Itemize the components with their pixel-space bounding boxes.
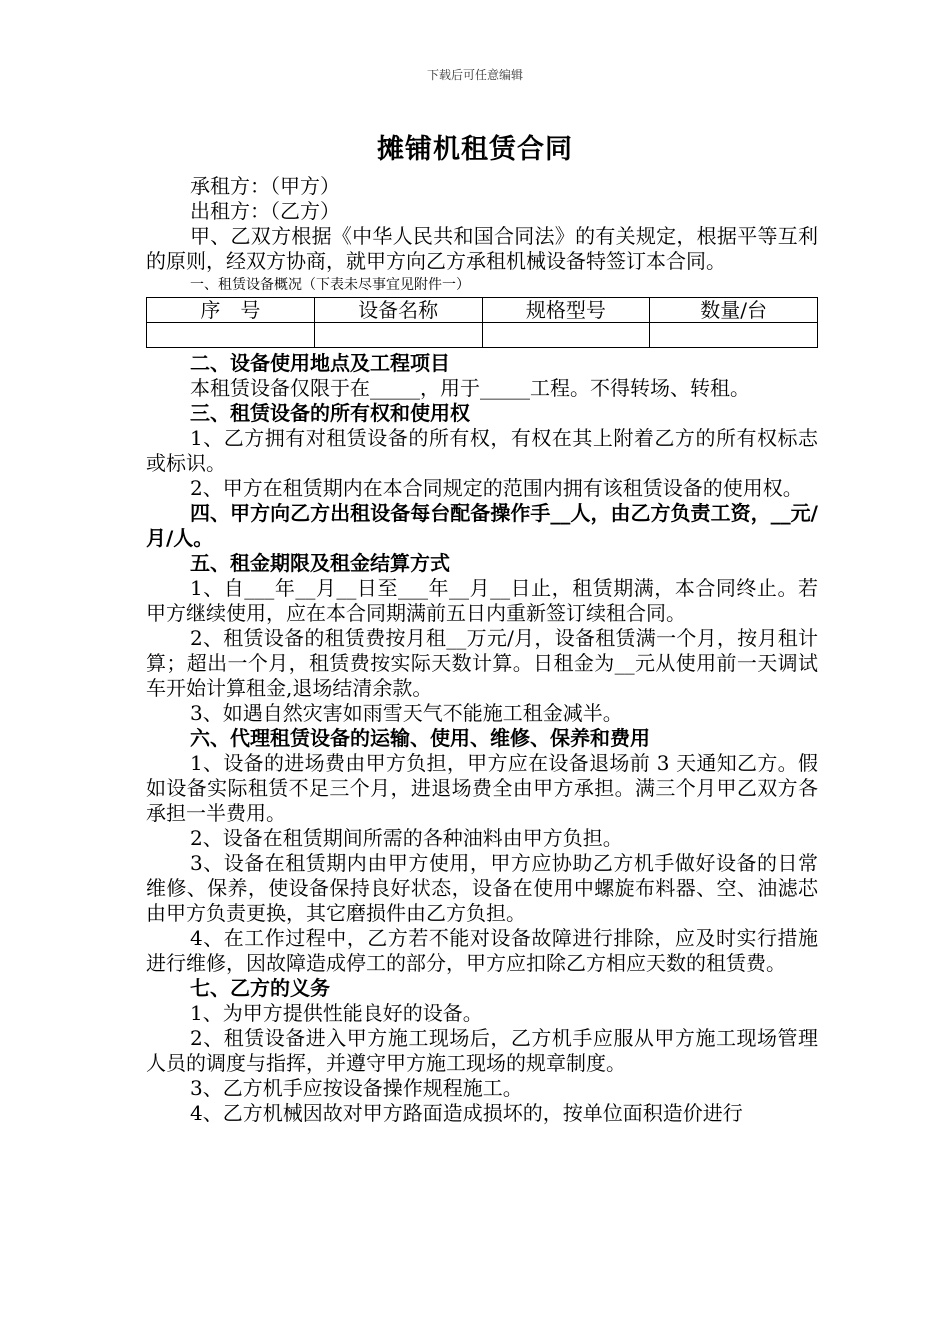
section-6-item-3: 3、设备在租赁期内由甲方使用，甲方应协助乙方机手做好设备的日常维修、保养，使设备保持良好状态，设备在使用中螺旋布料器、空、油滤芯由甲方负责更换，其它磨损件由乙方负担。 <box>146 851 818 925</box>
section-6-item-1: 1、设备的进场费由甲方负担，甲方应在设备退场前 3 天通知乙方。假如设备实际租赁不足三个月，进退场费全由甲方承担。满三个月甲乙双方各承担一半费用。 <box>146 751 818 825</box>
preamble-paragraph: 甲、乙双方根据《中华人民共和国合同法》的有关规定，根据平等互利的原则，经双方协商，就甲方向乙方承租机械设备特签订本合同。 <box>146 224 818 273</box>
section-2-heading: 二、设备使用地点及工程项目 <box>190 351 450 375</box>
header-note: 下载后可任意编辑 <box>426 68 523 82</box>
section-6-item-4: 4、在工作过程中，乙方若不能对设备故障进行排除，应及时实行措施进行维修，因故障造成停工的部分，甲方应扣除乙方相应天数的租赁费。 <box>146 926 818 975</box>
section-4-heading: 四、甲方向乙方出租设备每台配备操作手__人，由乙方负责工资，__元/月/人。 <box>146 501 818 550</box>
section-6-heading: 六、代理租赁设备的运输、使用、维修、保养和费用 <box>190 726 650 750</box>
lessee-line: 承租方：（甲方） <box>190 174 340 198</box>
section-5-item-3: 3、如遇自然灾害如雨雪天气不能施工租金减半。 <box>190 701 623 725</box>
section-5-heading: 五、租金期限及租金结算方式 <box>190 551 450 575</box>
section-7-item-3: 3、乙方机手应按设备操作规程施工。 <box>190 1076 523 1100</box>
table-cell <box>482 323 650 348</box>
section-6-item-2: 2、设备在租赁期间所需的各种油料由甲方负担。 <box>190 826 623 850</box>
section-5-item-2: 2、租赁设备的租赁费按月租__万元/月，设备租赁满一个月，按月租计算；超出一个月，租赁费按实际天数计算。日租金为__元从使用前一天调试车开始计算租金,退场结清余款。 <box>146 626 818 700</box>
table-header-cell: 序 号 <box>147 298 315 323</box>
section-7-item-2: 2、租赁设备进入甲方施工现场后，乙方机手应服从甲方施工现场管理人员的调度与指挥，并遵守甲方施工现场的规章制度。 <box>146 1026 818 1075</box>
table-header-cell: 规格型号 <box>482 298 650 323</box>
table-cell <box>650 323 818 348</box>
document-title: 摊铺机租赁合同 <box>377 134 573 165</box>
table-row <box>147 323 818 348</box>
equipment-table <box>146 297 818 348</box>
section-7-item-1: 1、为甲方提供性能良好的设备。 <box>190 1001 483 1025</box>
section-3-heading: 三、租赁设备的所有权和使用权 <box>190 401 470 425</box>
section-2-text: 本租赁设备仅限于在_____，用于_____工程。不得转场、转租。 <box>190 376 750 400</box>
table-header-cell: 设备名称 <box>314 298 482 323</box>
contract-body <box>146 174 818 1126</box>
section-5-item-1: 1、自___年__月__日至___年__月__日止，租赁期满，本合同终止。若甲方继续使用，应在本合同期满前五日内重新签订续租合同。 <box>146 576 818 625</box>
lessor-line: 出租方：（乙方） <box>190 199 340 223</box>
section-1-heading: 一、租赁设备概况（下表未尽事宜见附件一） <box>190 277 470 293</box>
section-3-item-2: 2、甲方在租赁期内在本合同规定的范围内拥有该租赁设备的使用权。 <box>190 476 803 500</box>
table-header-row <box>147 298 818 323</box>
table-cell <box>147 323 315 348</box>
table-header-cell: 数量/台 <box>650 298 818 323</box>
section-7-heading: 七、乙方的义务 <box>190 976 330 1000</box>
section-3-item-1: 1、乙方拥有对租赁设备的所有权，有权在其上附着乙方的所有权标志或标识。 <box>146 426 818 475</box>
table-cell <box>314 323 482 348</box>
section-7-item-4: 4、乙方机械因故对甲方路面造成损坏的，按单位面积造价进行 <box>190 1101 743 1125</box>
